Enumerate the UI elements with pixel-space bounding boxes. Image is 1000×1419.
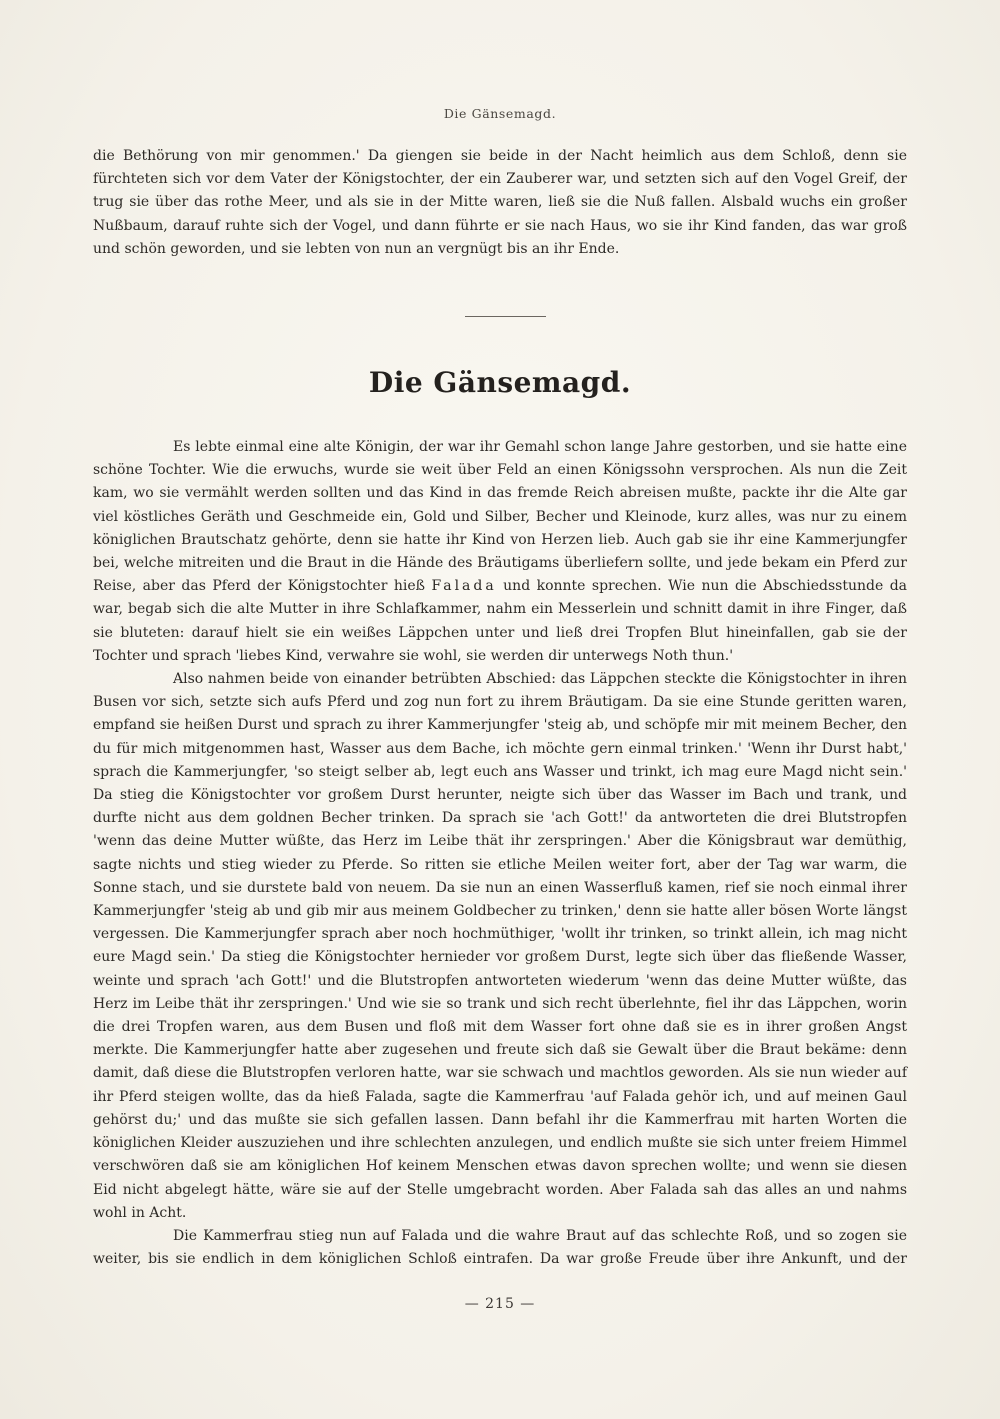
story-paragraph-3: Die Kammerfrau stieg nun auf Falada und die wahre Braut auf das schlechte Roß, und so zogen sie weiter, bis sie endlich in dem königlichen Schloß eintrafen. Da war große Freude über ihre Ankunft, und der: [93, 1227, 907, 1268]
story-paragraph-1: [93, 436, 907, 668]
paragraph-1-part-b: und konnte sprechen. Wie nun die Abschiedsstunde da war, begab sich die alte Mutter in ihre Schlafkammer, nahm ein Messerlein und schnitt damit in ihre Finger, daß sie bluteten: darauf hielt sie ein weißes Läppchen unter und ließ drei Tropfen Blut hineinfallen, gab sie der Tochter und sprach 'liebes Kind, verwahre sie wohl, sie werden dir unterwegs Noth thun.': [93, 578, 908, 664]
page-number: — 215 —: [464, 1296, 536, 1312]
tale-title: Die Gänsemagd.: [368, 366, 632, 399]
running-head: Die Gänsemagd.: [443, 106, 557, 121]
story-text-block: [93, 436, 907, 1271]
paragraph-1-part-a: Es lebte einmal eine alte Königin, der war ihr Gemahl schon lange Jahre gestorben, und sie hatte eine schöne Tochter. Wie die erwuchs, wurde sie weit über Feld an einen Königssohn versprochen. Als nun die Zeit kam, wo sie vermählt werden sollten und das Kind in das fremde Reich abreisen mußte, packte ihr die Alte gar viel köstliches Geräth und Geschmeide ein, Gold und Silber, Becher und Kleinode, kurz alles, was nur zu einem königlichen Brautschatz gehörte, denn sie hatte ihr Kind von Herzen lieb. Auch gab sie ihr eine Kammerjungfer bei, welche mitreiten und die Braut in die Hände des Bräutigams überliefern sollte, und jede bekam ein Pferd zur Reise, aber das Pferd der Königstochter hieß: [93, 439, 907, 595]
horse-name-spaced: Falada: [431, 578, 497, 595]
intro-paragraph: die Bethörung von mir genommen.' Da giengen sie beide in der Nacht heimlich aus dem Schloß, denn sie fürchteten sich vor dem Vater der Königstochter, der ein Zauberer war, und setzten sich auf den Vogel Greif, der trug sie über das rothe Meer, und als sie in der Mitte waren, ließ sie die Nuß fallen. Alsbald wuchs ein großer Nußbaum, darauf ruhte sich der Vogel, und dann führte er sie nach Haus, wo sie ihr Kind fanden, das war groß und schön geworden, und sie lebten von nun an vergnügt bis an ihr Ende.: [93, 148, 907, 257]
story-paragraph-2: Also nahmen beide von einander betrübten Abschied: das Läppchen steckte die Königstochter in ihren Busen vor sich, setzte sich aufs Pferd und zog nun fort zu ihrem Bräutigam. Da sie eine Stunde geritten waren, empfand sie heißen Durst und sprach zu ihrer Kammerjungfer 'steig ab, und schöpfe mir mit meinem Becher, den du für mich mitgenommen hast, Wasser aus dem Bache, ich möchte gern einmal trinken.' 'Wenn ihr Durst habt,' sprach die Kammerjungfer, 'so steigt selber ab, legt euch ans Wasser und trinkt, ich mag eure Magd nicht sein.' Da stieg die Königstochter vor großem Durst herunter, neigte sich über das Wasser im Bach und trank, und durfte nicht aus dem goldnen Becher trinken. Da sprach sie 'ach Gott!' da antworteten die drei Blutstropfen 'wenn das deine Mutter wüßte, das Herz im Leibe thät ihr zerspringen.' Aber die Königsbraut war demüthig, sagte nichts und stieg wieder zu Pferde. So ritten sie etliche Meilen weiter fort, aber der Tag war warm, die Sonne stach, und sie durstete bald von neuem. Da sie nun an einen Wasserfluß kamen, rief sie noch einmal ihrer Kammerjungfer 'steig ab und gib mir aus meinem Goldbecher zu trinken,' denn sie hatte aller bösen Worte längst vergessen. Die Kammerjungfer sprach aber noch hochmüthiger, 'wollt ihr trinken, so trinkt allein, ich mag nicht eure Magd sein.' Da stieg die Königstochter hernieder vor großem Durst, legte sich über das fließende Wasser, weinte und sprach 'ach Gott!' und die Blutstropfen antworteten wiederum 'wenn das deine Mutter wüßte, das Herz im Leibe thät ihr zerspringen.' Und wie sie so trank und sich recht überlehnte, fiel ihr das Läppchen, worin die drei Tropfen waren, aus dem Busen und floß mit dem Wasser fort ohne daß sie es in ihrer großen Angst merkte. Die Kammerjungfer hatte aber zugesehen und freute sich daß sie Gewalt über die Braut bekäme: denn damit, daß diese die Blutstropfen verloren hatte, war sie schwach und machtlos geworden. Als sie nun wieder auf ihr Pferd steigen wollte, das da hieß Falada, sagte die Kammerfrau 'auf Falada gehör ich, und auf meinen Gaul gehörst du;' und das mußte sie sich gefallen lassen. Dann befahl ihr die Kammerfrau mit harten Worten die königlichen Kleider auszuziehen und ihre schlechten anzulegen, und endlich mußte sie sich unter freiem Himmel verschwören daß sie am königlichen Hof keinem Menschen etwas davon sprechen wollte; und wenn sie diesen Eid nicht abgelegt hätte, wäre sie auf der Stelle umgebracht worden. Aber Falada sah das alles an und nahms wohl in Acht.: [93, 671, 907, 1221]
intro-text-block: [93, 145, 907, 261]
section-divider: [465, 316, 546, 317]
